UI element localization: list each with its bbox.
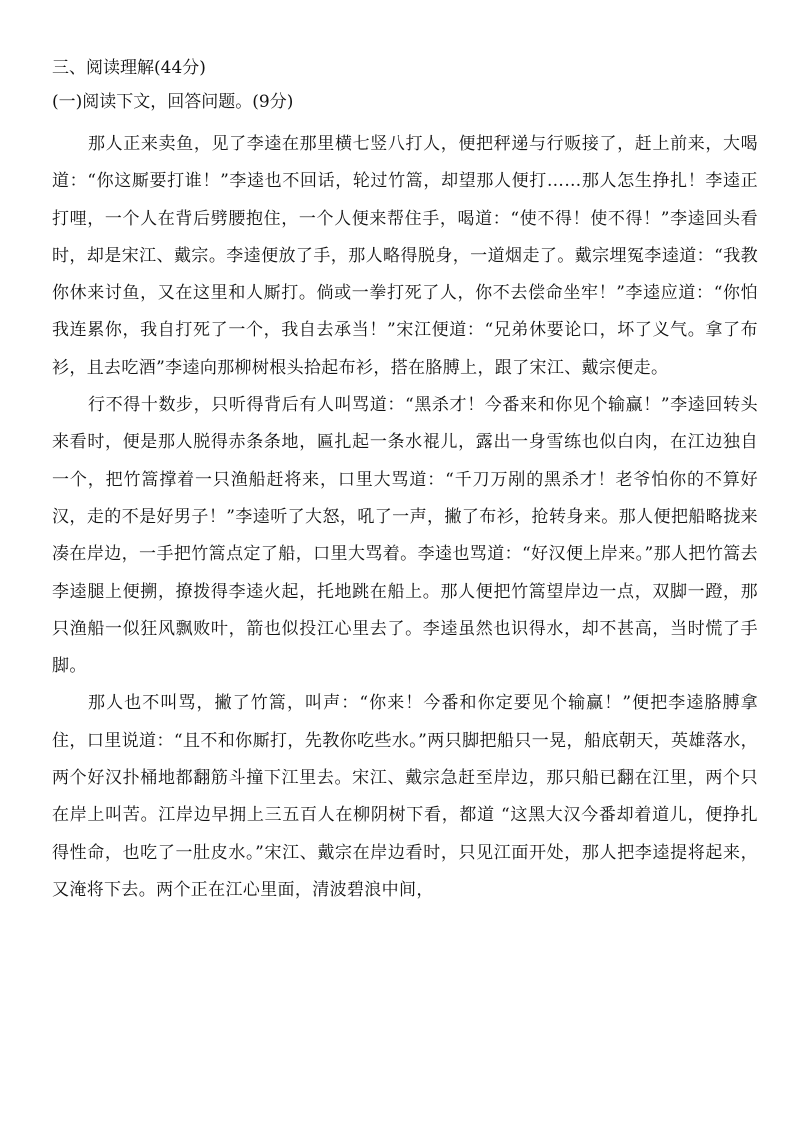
passage-paragraph-2: 行不得十数步，只听得背后有人叫骂道：“黑杀才！今番来和你见个输赢！”李逵回转头来看时，便是那人脱得赤条条地，匾扎起一条水裩儿，露出一身雪练也似白肉，在江边独自一个，把竹篙撑着一只渔船赶将来，口里大骂道：“千刀万剐的黑杀才！老爷怕你的不算好汉，走的不是好男子！”李逵听了大怒，吼了一声，撇了布衫，抢转身来。那人便把船略拢来凑在岸边，一手把竹篙点定了船，口里大骂着。李逵也骂道：“好汉便上岸来。”那人把竹篙去李逵腿上便搠，撩拨得李逵火起，托地跳在船上。那人便把竹篙望岸边一点，双脚一蹬，那只渔船一似狂风飘败叶，箭也似投江心里去了。李逵虽然也识得水，却不甚高，当时慌了手脚。 [52, 395, 758, 677]
document-page [52, 55, 758, 909]
passage-paragraph-1: 那人正来卖鱼，见了李逵在那里横七竖八打人，便把秤递与行贩接了，赶上前来，大喝道：“你这厮要打谁！”李逵也不回话，轮过竹篙，却望那人便打……那人怎生挣扎！李逵正打哩，一个人在背后劈腰抱住，一个人便来帮住手，喝道：“使不得！使不得！”李逵回头看时，却是宋江、戴宗。李逵便放了手，那人略得脱身，一道烟走了。戴宗埋冤李逵道：“我教你休来讨鱼，又在这里和人厮打。倘或一拳打死了人，你不去偿命坐牢！”李逵应道：“你怕我连累你，我自打死了一个，我自去承当！”宋江便道：“兄弟休要论口，坏了义气。拿了布衫，且去吃酒”李逵向那柳树根头拾起布衫，搭在胳膊上，跟了宋江、戴宗便走。 [52, 134, 758, 378]
passage-paragraph-3: 那人也不叫骂，撇了竹篙，叫声：“你来！今番和你定要见个输赢！”便把李逵胳膊拿住，口里说道：“且不和你厮打，先教你吃些水。”两只脚把船只一晃，船底朝天，英雄落水，两个好汉扑桶地都翻筋斗撞下江里去。宋江、戴宗急赶至岸边，那只船已翻在江里，两个只在岸上叫苦。江岸边早拥上三五百人在柳阴树下看，都道 “这黑大汉今番却着道儿，便挣扎得性命，也吃了一肚皮水。”宋江、戴宗在岸边看时，只见江面开处，那人把李逵提将起来，又淹将下去。两个正在江心里面，清波碧浪中间， [52, 693, 758, 900]
question-subheading: (一)阅读下文，回答问题。(9分) [52, 92, 294, 112]
section-heading: 三、阅读理解(44分) [52, 58, 206, 78]
